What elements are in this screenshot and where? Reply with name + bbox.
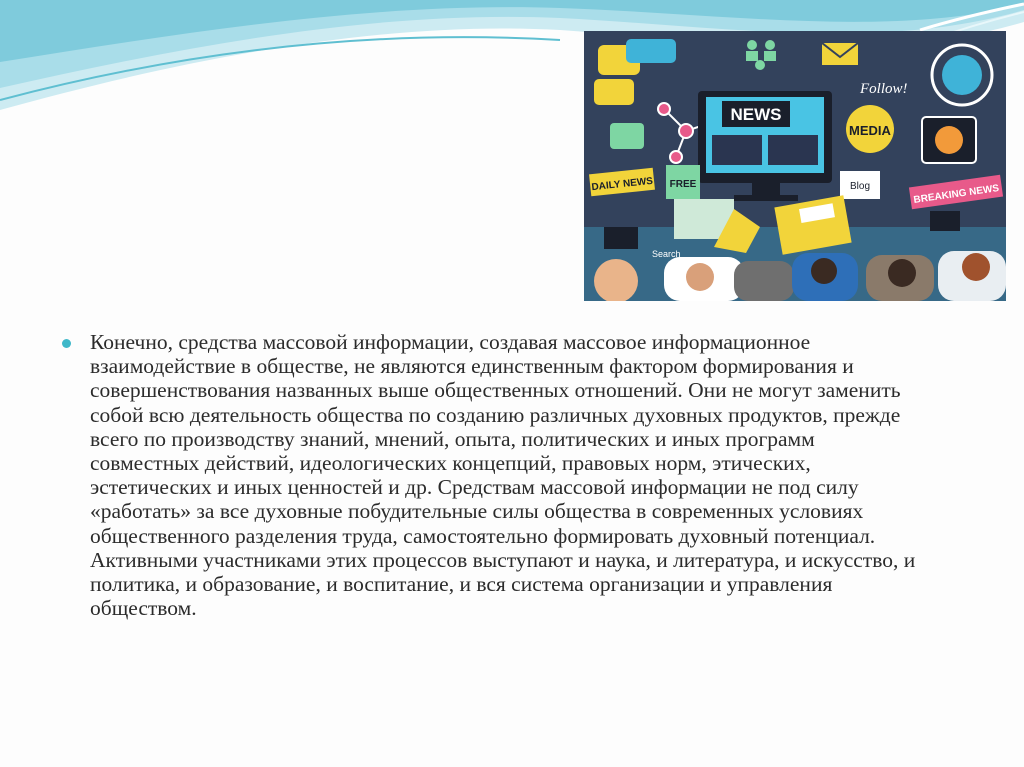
news-media-image bbox=[584, 31, 1006, 301]
news-sign-text: NEWS bbox=[730, 105, 782, 124]
breaking-news-text: BREAKING NEWS bbox=[912, 183, 1000, 206]
blog-text: Blog bbox=[849, 181, 871, 192]
news-collage-illustration bbox=[584, 31, 1006, 301]
daily-news-text: DAILY NEWS bbox=[591, 175, 654, 194]
follow-text: Follow! bbox=[860, 81, 908, 97]
bullet-marker bbox=[62, 339, 71, 348]
media-badge-text: MEDIA bbox=[849, 123, 891, 138]
free-tag-text: FREE bbox=[669, 179, 697, 190]
search-text: Search bbox=[652, 249, 681, 259]
body-paragraph: Конечно, средства массовой информации, создавая массовое информационное взаимодействие в обществе, не являются единственным фактором формирования и совершенствования названных выше общественных отношений. Они не могут заменить собой всю деятельность общества по созданию различных духовных продуктов, прежде всего по производству знаний, мнений, опыта, политических и иных программ совместных действий, идеологических концепций, правовых норм, этических, эстетических и иных ценностей и др. Средствам массовой информации не под силу «работать» за все духовные побудительные силы общества в современных условиях общественного разделения труда, самостоятельно формировать духовный потенциал. Активными участниками этих процессов выступают и наука, и литература, и искусство, и политика, и образование, и воспитание, и вся система организации и управления обществом. bbox=[90, 330, 916, 621]
